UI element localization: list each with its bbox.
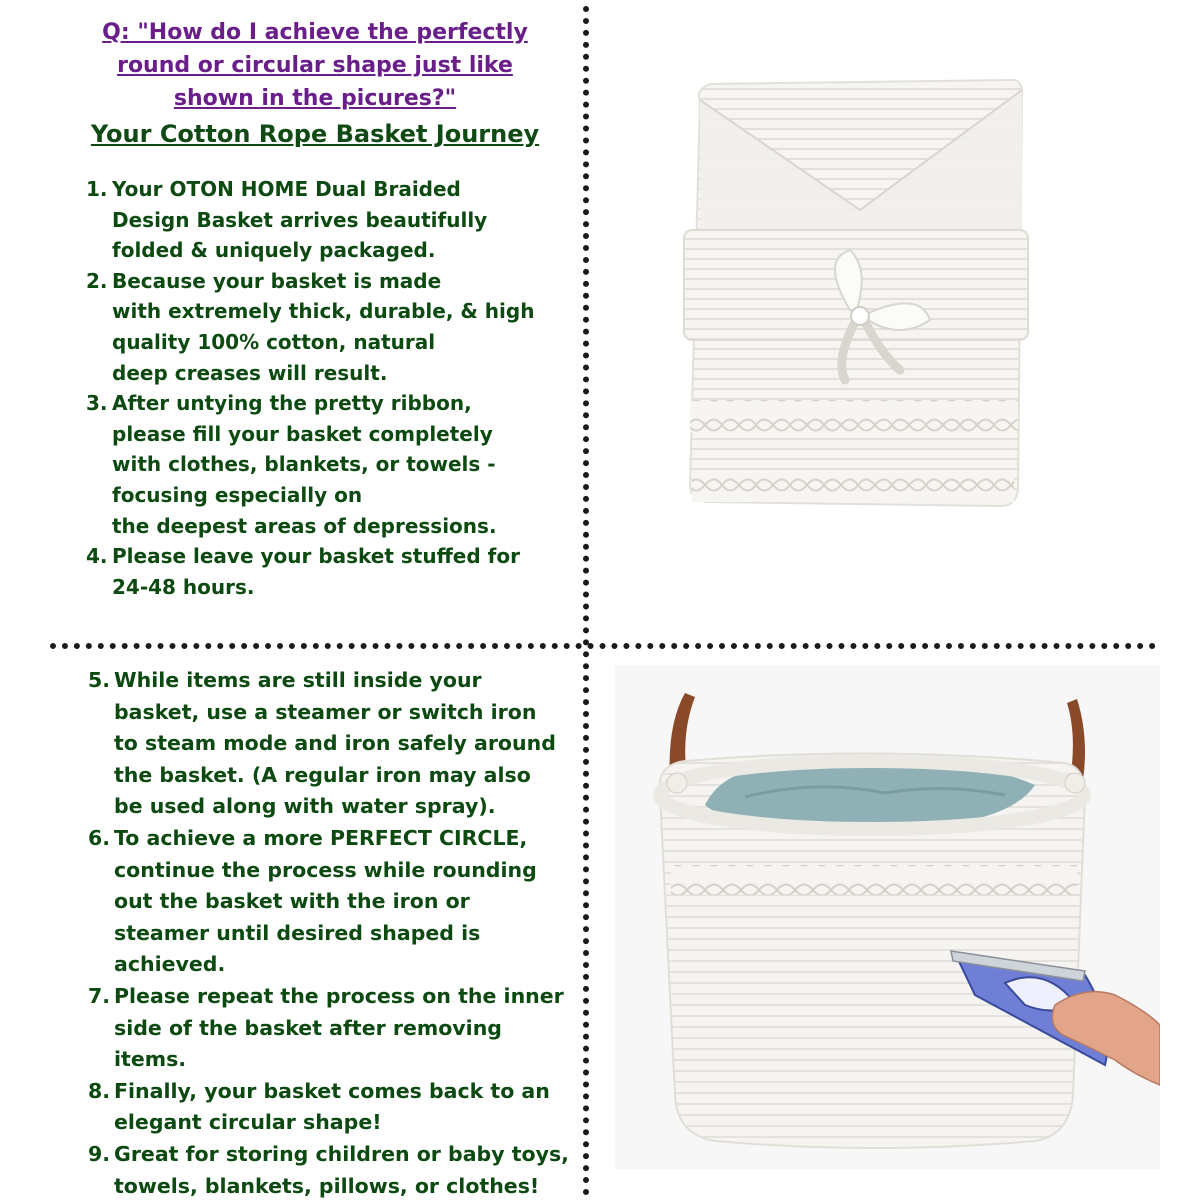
vertical-dotted-divider bbox=[583, 6, 589, 1196]
step-text-line: items. bbox=[114, 1044, 578, 1076]
step-item bbox=[88, 823, 578, 981]
step-item bbox=[86, 541, 566, 602]
step-text-line: quality 100% cotton, natural bbox=[112, 327, 566, 358]
step-text-line: the basket. (A regular iron may also bbox=[114, 760, 578, 792]
step-text-line: Finally, your basket comes back to an bbox=[114, 1076, 578, 1108]
step-number: 1. bbox=[86, 174, 108, 205]
step-text-line: Design Basket arrives beautifully bbox=[112, 205, 566, 236]
step-text-line: focusing especially on bbox=[112, 480, 566, 511]
braid-band bbox=[690, 400, 1018, 432]
step-text-line: side of the basket after removing bbox=[114, 1013, 578, 1045]
step-text-line: Great for storing children or baby toys, bbox=[114, 1139, 578, 1171]
step-item bbox=[88, 981, 578, 1076]
step-text-line: After untying the pretty ribbon, bbox=[112, 388, 566, 419]
step-number: 8. bbox=[88, 1076, 110, 1108]
step-text-line: the deepest areas of depressions. bbox=[112, 511, 566, 542]
step-item bbox=[88, 665, 578, 823]
step-item bbox=[86, 266, 566, 388]
question-line: round or circular shape just like bbox=[60, 49, 570, 82]
round-basket-image bbox=[615, 665, 1160, 1170]
step-text-line: achieved. bbox=[114, 949, 578, 981]
step-text-line: Please leave your basket stuffed for bbox=[112, 541, 566, 572]
step-item bbox=[86, 388, 566, 541]
step-item bbox=[88, 1139, 578, 1202]
step-text-line: 24-48 hours. bbox=[112, 572, 566, 603]
step-text-line: steamer until desired shaped is bbox=[114, 918, 578, 950]
steps-list-bottom bbox=[88, 665, 578, 1202]
step-number: 7. bbox=[88, 981, 110, 1013]
question-heading bbox=[60, 16, 570, 115]
braid-band bbox=[692, 472, 1014, 502]
step-text-line: To achieve a more PERFECT CIRCLE, bbox=[114, 823, 578, 855]
question-line: Q: "How do I achieve the perfectly bbox=[60, 16, 570, 49]
step-number: 2. bbox=[86, 266, 108, 297]
step-text-line: be used along with water spray). bbox=[114, 791, 578, 823]
horizontal-dotted-divider bbox=[50, 643, 1156, 649]
step-text-line: towels, blankets, pillows, or clothes! bbox=[114, 1171, 578, 1202]
step-text-line: out the basket with the iron or bbox=[114, 886, 578, 918]
step-text-line: continue the process while rounding bbox=[114, 855, 578, 887]
step-text-line: basket, use a steamer or switch iron bbox=[114, 697, 578, 729]
step-text-line: folded & uniquely packaged. bbox=[112, 235, 566, 266]
braid-band bbox=[671, 865, 1077, 895]
step-text-line: to steam mode and iron safely around bbox=[114, 728, 578, 760]
step-item bbox=[86, 174, 566, 266]
step-number: 4. bbox=[86, 541, 108, 572]
steps-list-top bbox=[86, 174, 566, 602]
step-text-line: Because your basket is made bbox=[112, 266, 566, 297]
step-text-line: elegant circular shape! bbox=[114, 1107, 578, 1139]
journey-title: Your Cotton Rope Basket Journey bbox=[60, 116, 570, 152]
step-text-line: deep creases will result. bbox=[112, 358, 566, 389]
step-text-line: While items are still inside your bbox=[114, 665, 578, 697]
step-text-line: with extremely thick, durable, & high bbox=[112, 296, 566, 327]
step-number: 5. bbox=[88, 665, 110, 697]
step-text-line: Please repeat the process on the inner bbox=[114, 981, 578, 1013]
step-number: 6. bbox=[88, 823, 110, 855]
question-line: shown in the picures?" bbox=[60, 82, 570, 115]
folded-basket-image bbox=[620, 20, 1180, 620]
step-number: 9. bbox=[88, 1139, 110, 1171]
step-item bbox=[88, 1076, 578, 1139]
step-text-line: Your OTON HOME Dual Braided bbox=[112, 174, 566, 205]
step-text-line: with clothes, blankets, or towels - bbox=[112, 449, 566, 480]
step-number: 3. bbox=[86, 388, 108, 419]
step-text-line: please fill your basket completely bbox=[112, 419, 566, 450]
